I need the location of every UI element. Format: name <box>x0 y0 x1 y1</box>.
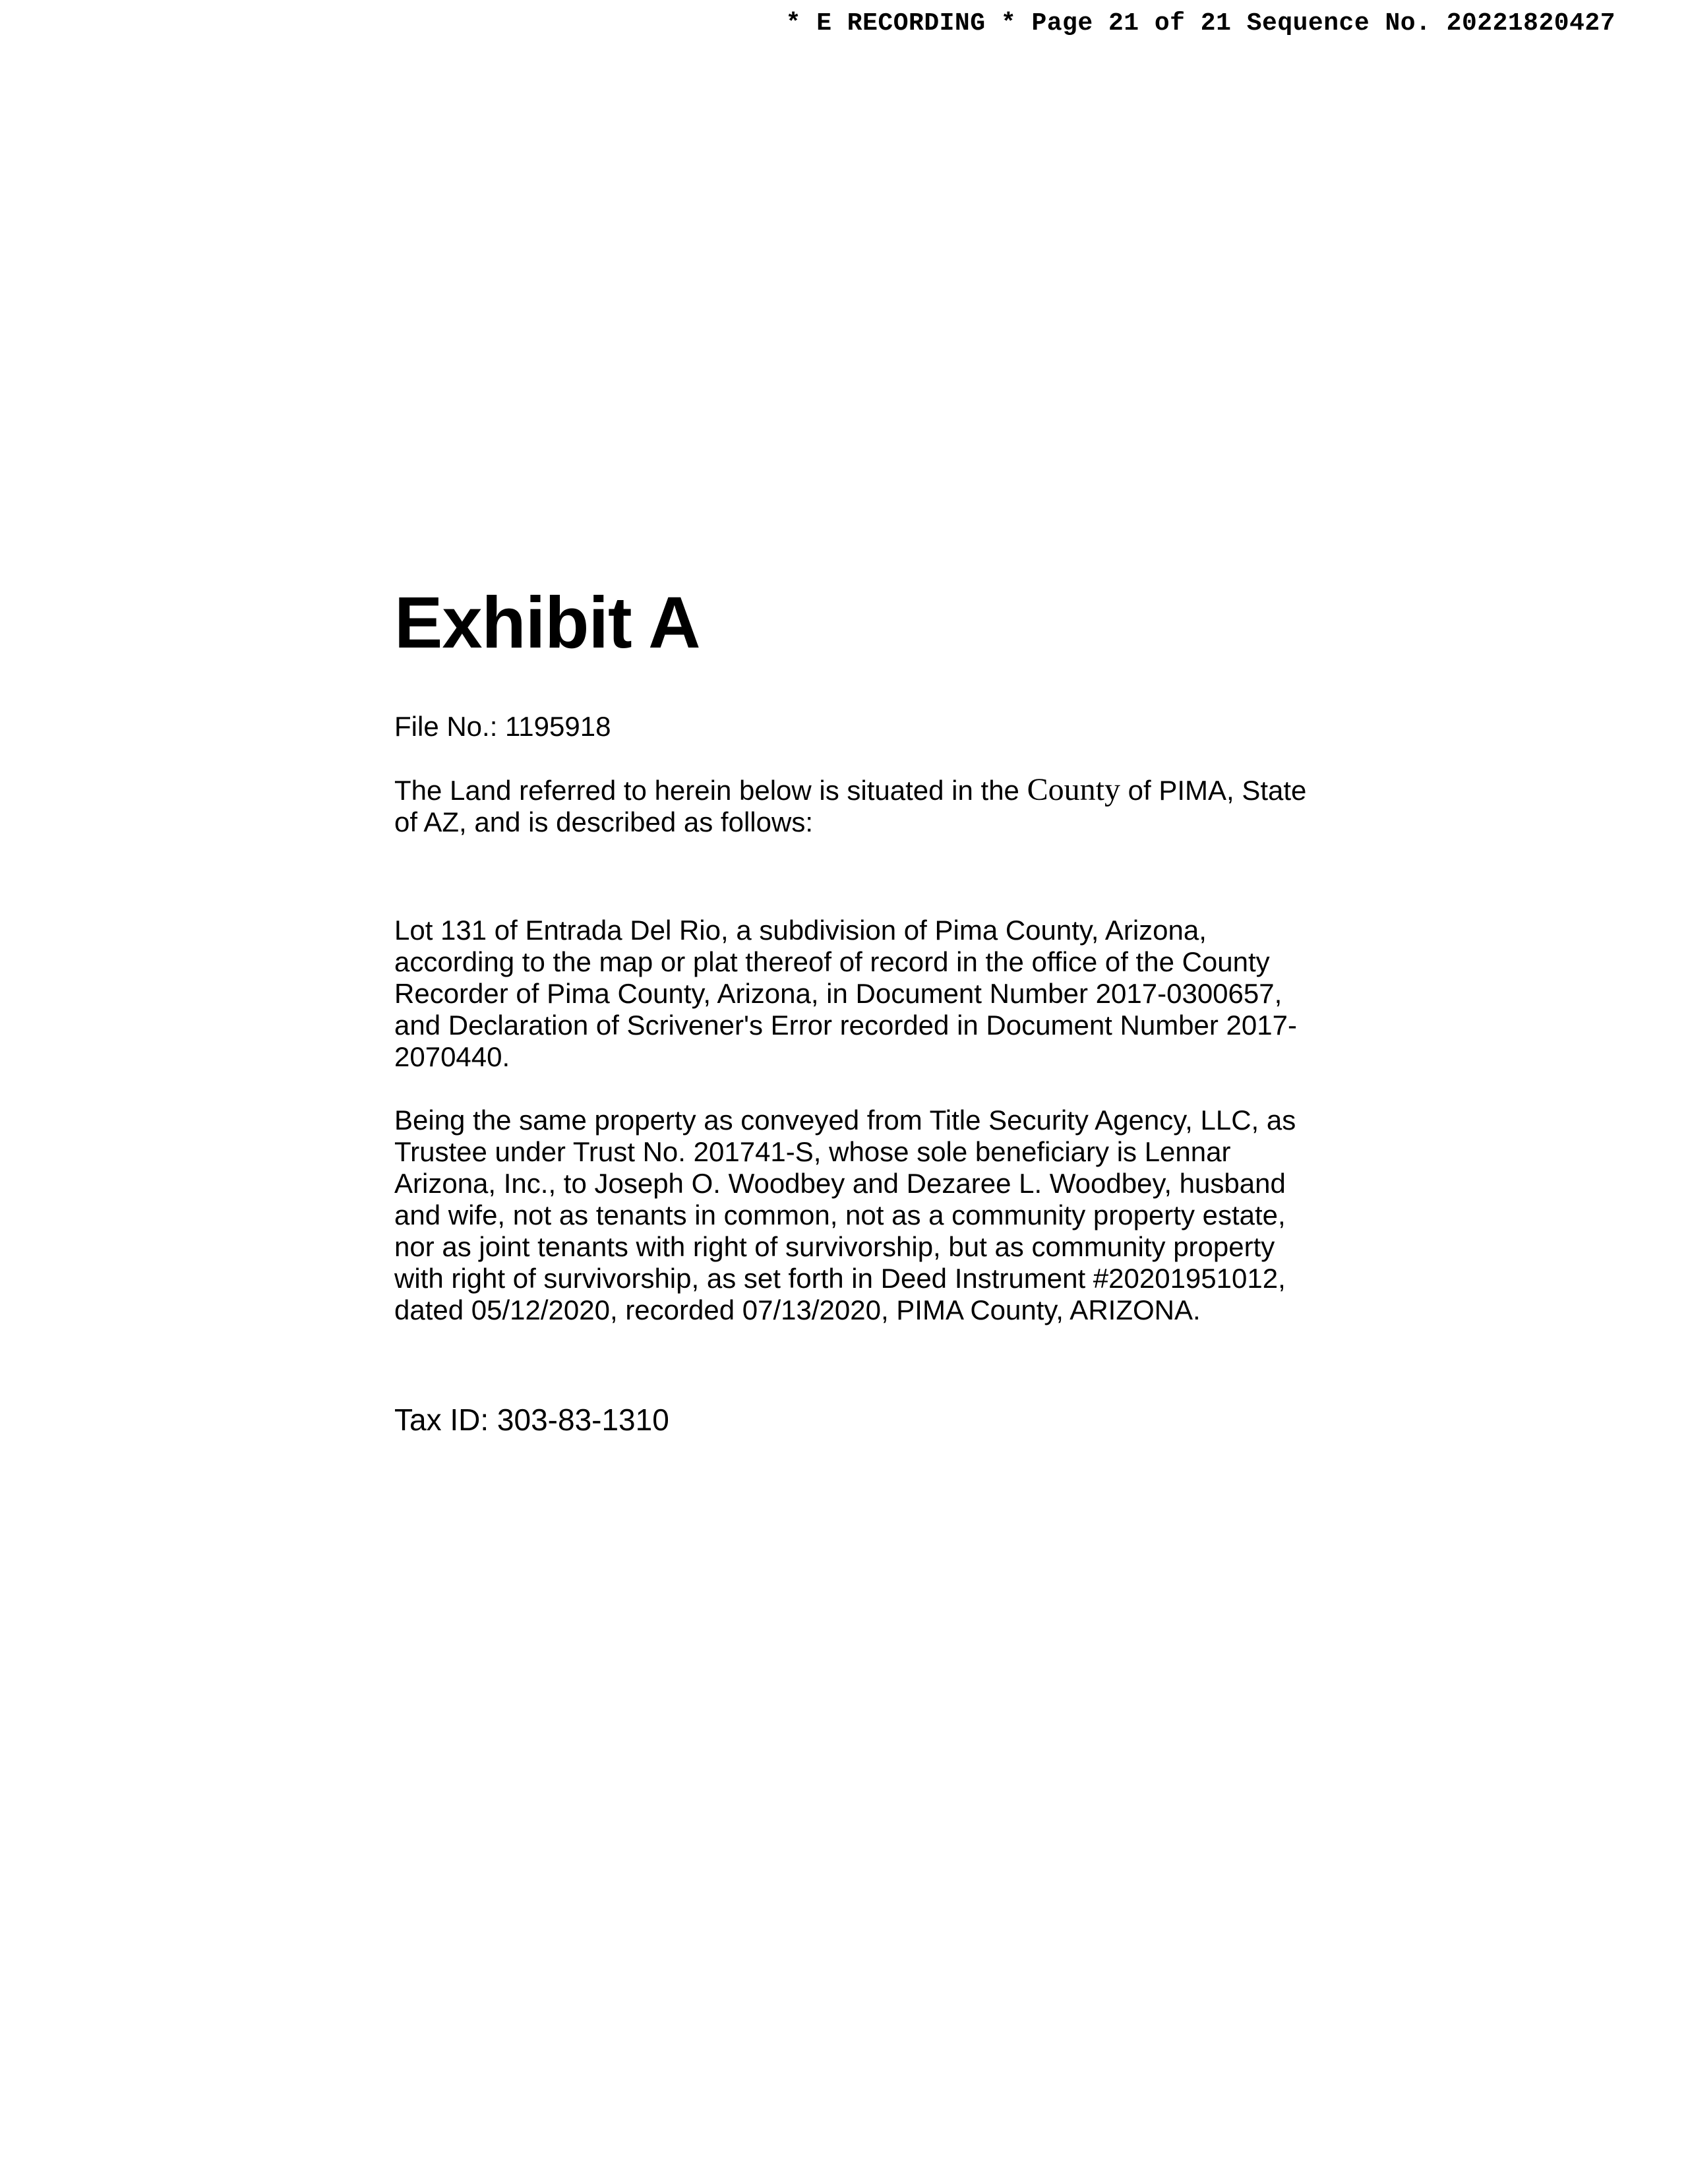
situated-text-before: The Land referred to herein below is situated in the <box>394 775 1027 806</box>
exhibit-document <box>394 582 1331 1437</box>
recording-header: * E RECORDING * Page 21 of 21 Sequence No. 20221820427 <box>785 9 1615 38</box>
conveyance-paragraph: Being the same property as conveyed from Title Security Agency, LLC, as Trustee under Trust No. 201741-S, whose sole beneficiary is Lennar Arizona, Inc., to Joseph O. Woodbey and Dezaree L. Woodbey, husband and wife, not as tenants in common, not as a community property estate, nor as joint tenants with right of survivorship, but as community property with right of survivorship, as set forth in Deed Instrument #20201951012, dated 05/12/2020, recorded 07/13/2020, PIMA County, ARIZONA. <box>394 1105 1296 1325</box>
situated-text-after: of PIMA, State of AZ, and is described as follows: <box>394 775 1307 837</box>
file-number: File No.: 1195918 <box>394 711 611 742</box>
lot-description-paragraph: Lot 131 of Entrada Del Rio, a subdivision of Pima County, Arizona, according to the map or plat thereof of record in the office of the County Recorder of Pima County, Arizona, in Document Number 2017-0300657, and Declaration of Scrivener's Error recorded in Document Number 2017-2070440. <box>394 915 1297 1072</box>
exhibit-title: Exhibit A <box>394 582 700 663</box>
land-situated-statement <box>394 774 1331 838</box>
tax-id: Tax ID: 303-83-1310 <box>394 1403 669 1437</box>
county-word: County <box>1027 772 1120 807</box>
